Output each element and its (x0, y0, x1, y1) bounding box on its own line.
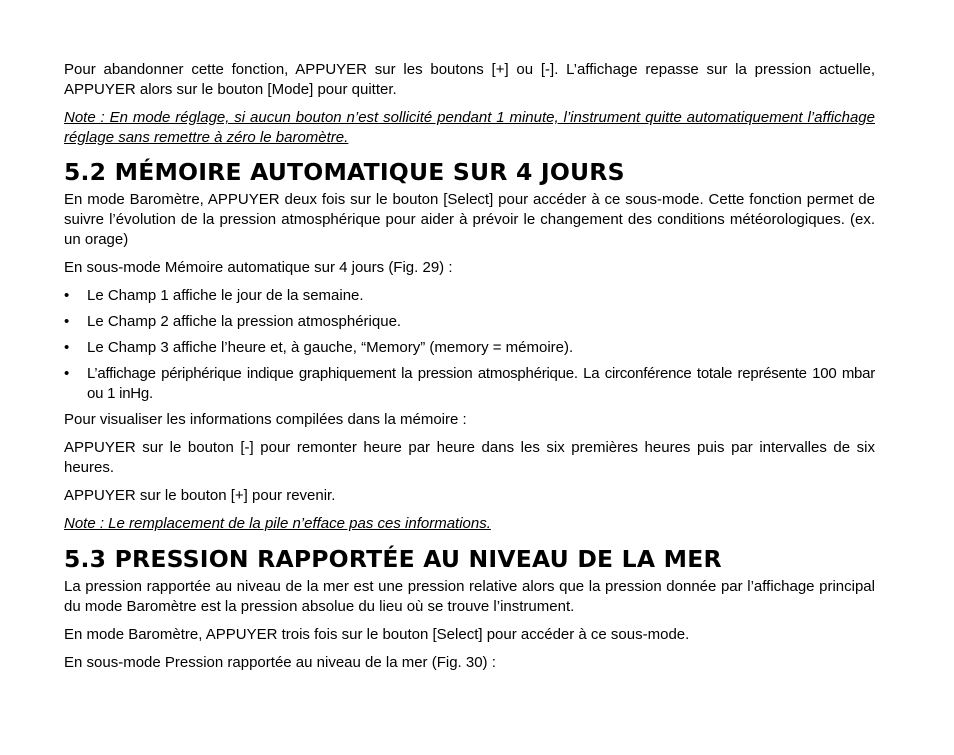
section-5-2-paragraph-4: APPUYER sur le bouton [-] pour remonter heure par heure dans les six premières heures puis par intervalles de six heures. (64, 439, 875, 476)
section-5-2-paragraph-5: APPUYER sur le bouton [+] pour revenir. (64, 487, 336, 504)
section-5-2-paragraph-1: En mode Baromètre, APPUYER deux fois sur le bouton [Select] pour accéder à ce sous-mode. Cette fonction permet de suivre l’évolution de la pression atmosphérique pour aider à prévoir le changement des conditions météorologiques. (ex. un orage) (64, 191, 875, 248)
section-5-3-heading: 5.3 PRESSION RAPPORTÉE AU NIVEAU DE LA MER (64, 545, 722, 573)
list-item-text: Le Champ 3 affiche l’heure et, à gauche, “Memory” (memory = mémoire). (87, 339, 574, 356)
list-item-text: L’affichage périphérique indique graphiquement la pression atmosphérique. La circonférence totale représente 100 mbar ou 1 inHg. (87, 365, 875, 402)
bullet-marker: • (64, 313, 70, 330)
bullet-marker: • (64, 339, 70, 356)
list-item (64, 364, 875, 404)
bullet-marker: • (64, 365, 70, 382)
section-5-2-heading: 5.2 MÉMOIRE AUTOMATIQUE SUR 4 JOURS (64, 158, 625, 186)
section-5-3-paragraph-1: La pression rapportée au niveau de la mer est une pression relative alors que la pression donnée par l’affichage principal du mode Baromètre est la pression absolue du lieu où se trouve l’instrument. (64, 578, 875, 615)
section-5-2-paragraph-3: Pour visualiser les informations compilées dans la mémoire : (64, 411, 467, 428)
section-5-2-note: Note : Le remplacement de la pile n’efface pas ces informations. (64, 515, 491, 532)
section-5-2-paragraph-2: En sous-mode Mémoire automatique sur 4 jours (Fig. 29) : (64, 259, 453, 276)
document-page (64, 60, 875, 673)
intro-note: Note : En mode réglage, si aucun bouton n’est sollicité pendant 1 minute, l’instrument quitte automatiquement l’affichage réglage sans remettre à zéro le baromètre. (64, 109, 875, 146)
list-item (64, 286, 875, 306)
section-5-3-paragraph-3: En sous-mode Pression rapportée au niveau de la mer (Fig. 30) : (64, 654, 496, 671)
list-item-text: Le Champ 1 affiche le jour de la semaine. (87, 287, 364, 304)
section-5-3-paragraph-2: En mode Baromètre, APPUYER trois fois sur le bouton [Select] pour accéder à ce sous-mode. (64, 626, 690, 643)
intro-paragraph: Pour abandonner cette fonction, APPUYER sur les boutons [+] ou [-]. L’affichage repasse sur la pression actuelle, APPUYER alors sur le bouton [Mode] pour quitter. (64, 61, 875, 98)
section-5-2-bullet-list (64, 286, 875, 404)
list-item-text: Le Champ 2 affiche la pression atmosphérique. (87, 313, 402, 330)
list-item (64, 338, 875, 358)
list-item (64, 312, 875, 332)
bullet-marker: • (64, 287, 70, 304)
